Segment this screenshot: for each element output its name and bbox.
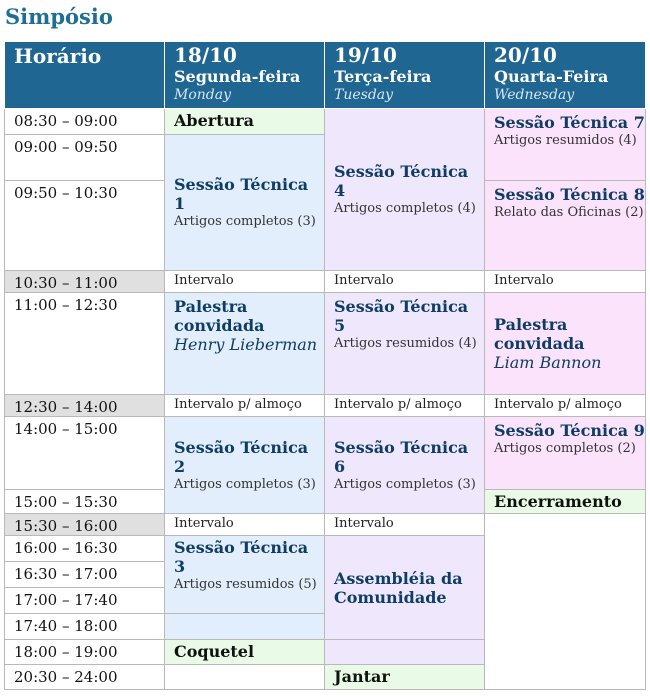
header-day-wednesday: [485, 42, 646, 109]
header-hour: Horário: [5, 42, 165, 109]
day-weekday: Terça-feira: [334, 67, 432, 86]
session-name: Sessão Técnica 3: [174, 538, 309, 576]
session-9: [485, 417, 646, 490]
break-cell: Intervalo p/ almoço: [485, 395, 646, 417]
session-1: [165, 135, 325, 271]
schedule-row: [5, 109, 646, 135]
session-desc: Artigos completos (3): [174, 476, 316, 492]
session-desc: Relato das Oficinas (2): [494, 205, 644, 220]
time-cell: 18:00 – 19:00: [5, 640, 165, 665]
session-name: Sessão Técnica 4: [334, 162, 469, 200]
session-name: Sessão Técnica 6: [334, 437, 469, 476]
session-name: Sessão Técnica 9: [494, 421, 645, 440]
session-5: [325, 293, 485, 395]
session-name: Sessão Técnica 8: [494, 185, 645, 204]
schedule-row: [5, 417, 646, 490]
schedule-table: [4, 41, 646, 690]
assembleia-cell: [325, 536, 485, 640]
empty-cell: [325, 640, 485, 665]
speaker-name: Henry Lieberman: [174, 335, 318, 354]
time-cell: 16:00 – 16:30: [5, 536, 165, 562]
session-name: Sessão Técnica 1: [174, 175, 309, 213]
session-desc: Artigos completos (2): [494, 441, 636, 456]
day-date: 20/10: [494, 43, 557, 67]
session-desc: Artigos resumidos (5): [174, 577, 317, 592]
break-cell: Intervalo: [325, 514, 485, 536]
break-cell: Intervalo: [325, 271, 485, 293]
header-day-tuesday: [325, 42, 485, 109]
coquetel-cell: Coquetel: [165, 640, 325, 665]
palestra-monday: [165, 293, 325, 395]
day-english: Wednesday: [494, 87, 575, 103]
empty-cell: [165, 665, 325, 690]
time-cell: 14:00 – 15:00: [5, 417, 165, 490]
break-cell: Intervalo p/ almoço: [165, 395, 325, 417]
empty-cell: [165, 614, 325, 640]
time-cell: 11:00 – 12:30: [5, 293, 165, 395]
break-cell: Intervalo: [485, 271, 646, 293]
session-8: [485, 181, 646, 271]
time-cell: 12:30 – 14:00: [5, 395, 165, 417]
session-desc: Artigos completos (3): [334, 476, 476, 492]
time-cell: 09:00 – 09:50: [5, 135, 165, 181]
page-title: Simpósio: [5, 4, 113, 29]
break-cell: Intervalo: [165, 514, 325, 536]
session-name: Sessão Técnica 7: [494, 113, 645, 132]
session-name: Assembléia da Comunidade: [334, 568, 463, 607]
session-3: [165, 536, 325, 614]
break-cell: Intervalo: [165, 271, 325, 293]
day-date: 18/10: [174, 43, 237, 67]
empty-cell: [485, 514, 646, 690]
schedule-row: [5, 395, 646, 417]
time-cell: 10:30 – 11:00: [5, 271, 165, 293]
header-row: [5, 42, 646, 109]
schedule-row: [5, 293, 646, 395]
encerramento-cell: Encerramento: [485, 490, 646, 514]
time-cell: 17:40 – 18:00: [5, 614, 165, 640]
session-desc: Artigos completos (4): [334, 201, 476, 216]
time-cell: 08:30 – 09:00: [5, 109, 165, 135]
session-desc: Artigos completos (3): [174, 214, 316, 229]
time-cell: 15:00 – 15:30: [5, 490, 165, 514]
session-desc: Artigos resumidos (4): [334, 336, 477, 351]
palestra-wednesday: [485, 293, 646, 395]
day-weekday: Quarta-Feira: [494, 67, 609, 86]
session-7: [485, 109, 646, 181]
day-english: Monday: [174, 87, 231, 103]
time-cell: 09:50 – 10:30: [5, 181, 165, 271]
session-2: [165, 417, 325, 514]
day-weekday: Segunda-feira: [174, 67, 301, 86]
break-cell: Intervalo p/ almoço: [325, 395, 485, 417]
abertura-cell: Abertura: [165, 109, 325, 135]
session-desc: Artigos resumidos (4): [494, 133, 637, 148]
time-cell: 17:00 – 17:40: [5, 588, 165, 614]
speaker-name: Liam Bannon: [494, 352, 602, 372]
session-name: Sessão Técnica 5: [334, 297, 469, 335]
time-cell: 20:30 – 24:00: [5, 665, 165, 690]
header-day-monday: [165, 42, 325, 109]
day-english: Tuesday: [334, 87, 394, 103]
time-cell: 16:30 – 17:00: [5, 562, 165, 588]
session-6: [325, 417, 485, 514]
day-date: 19/10: [334, 43, 397, 67]
schedule-row: [5, 271, 646, 293]
session-name: Palestra convidada: [174, 297, 265, 335]
session-name: Sessão Técnica 2: [174, 437, 309, 476]
schedule-row: [5, 514, 646, 536]
jantar-cell: Jantar: [325, 665, 485, 690]
session-name: Palestra convidada: [494, 314, 585, 353]
time-cell: 15:30 – 16:00: [5, 514, 165, 536]
session-4: [325, 109, 485, 271]
